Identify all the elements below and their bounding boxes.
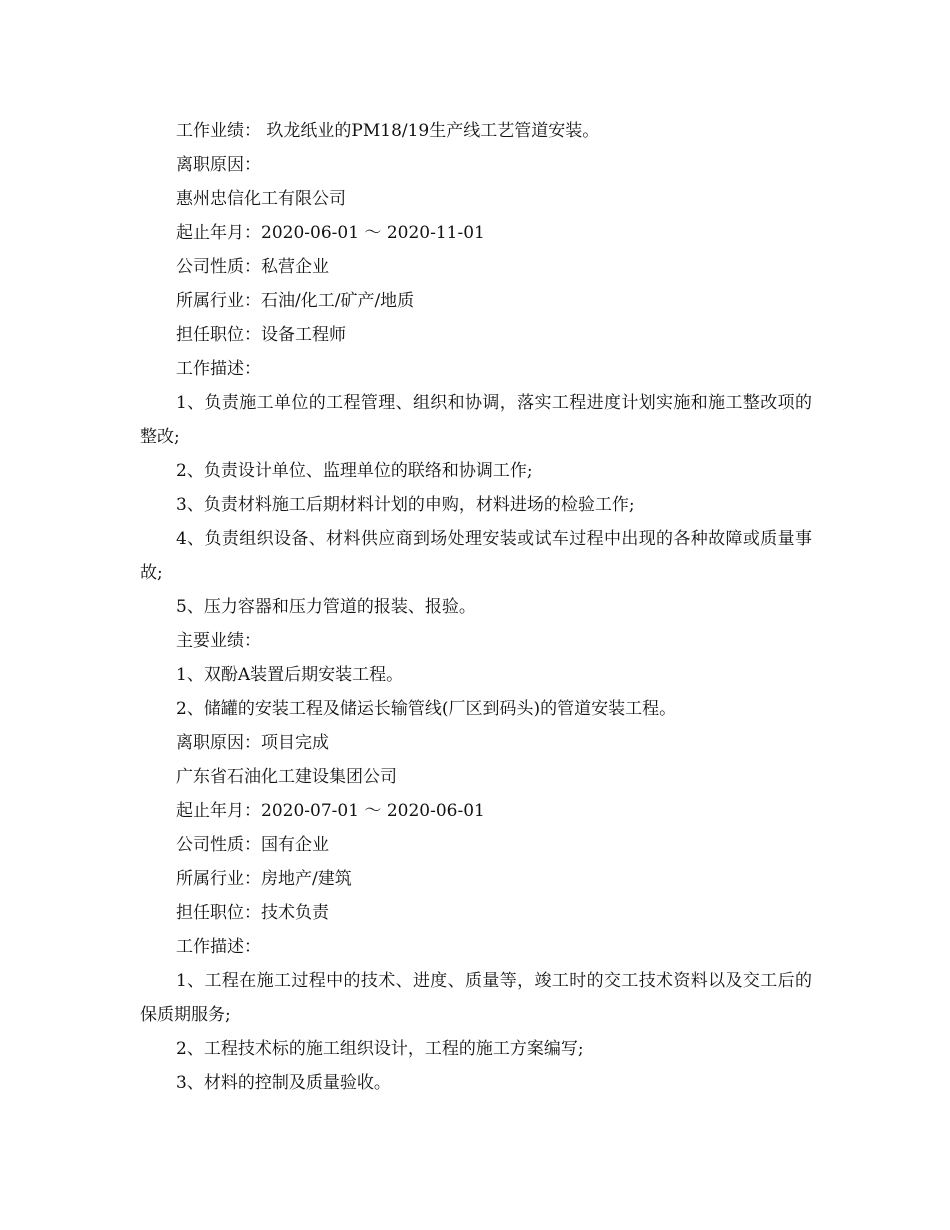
resume-body bbox=[140, 114, 812, 1100]
company-type-line-2: 公司性质：国有企业 bbox=[176, 835, 329, 855]
industry-line: 所属行业：石油/化工/矿产/地质 bbox=[176, 291, 415, 311]
position-line: 担任职位：设备工程师 bbox=[176, 325, 346, 345]
main-achievement-label: 主要业绩： bbox=[176, 631, 261, 651]
duty-item-2: 2、负责设计单位、监理单位的联络和协调工作; bbox=[176, 461, 533, 481]
duty-item-5: 5、压力容器和压力管道的报装、报验。 bbox=[176, 597, 476, 617]
leave-reason-line: 离职原因：项目完成 bbox=[176, 733, 329, 753]
position-line-2: 担任职位：技术负责 bbox=[176, 903, 329, 923]
duty-item-4: 4、负责组织设备、材料供应商到场处理安装或试车过程中出现的各种故障或质量事故; bbox=[140, 529, 812, 583]
period-line: 起止年月：2020-06-01 ～ 2020-11-01 bbox=[176, 223, 485, 243]
task-item-3: 3、材料的控制及质量验收。 bbox=[176, 1073, 391, 1093]
industry-line-2: 所属行业：房地产/建筑 bbox=[176, 869, 352, 889]
task-item-1: 1、工程在施工过程中的技术、进度、质量等，竣工时的交工技术资料以及交工后的保质期服务; bbox=[140, 971, 812, 1025]
duty-item-3: 3、负责材料施工后期材料计划的申购，材料进场的检验工作; bbox=[176, 495, 635, 515]
duty-item-1: 1、负责施工单位的工程管理、组织和协调，落实工程进度计划实施和施工整改项的整改; bbox=[140, 393, 812, 447]
company-type-line: 公司性质：私营企业 bbox=[176, 257, 329, 277]
task-item-2: 2、工程技术标的施工组织设计，工程的施工方案编写; bbox=[176, 1039, 584, 1059]
work-achievement-line: 工作业绩： 玖龙纸业的PM18/19生产线工艺管道安装。 bbox=[176, 121, 600, 141]
leave-reason-label: 离职原因： bbox=[176, 155, 261, 175]
job-description-label-2: 工作描述： bbox=[176, 937, 261, 957]
job-description-label: 工作描述： bbox=[176, 359, 261, 379]
achievement-item-2: 2、储罐的安装工程及储运长输管线(厂区到码头)的管道安装工程。 bbox=[176, 699, 677, 719]
company-name-guangdong: 广东省石油化工建设集团公司 bbox=[176, 767, 397, 787]
period-line-2: 起止年月：2020-07-01 ～ 2020-06-01 bbox=[176, 801, 485, 821]
company-name-huizhou: 惠州忠信化工有限公司 bbox=[176, 189, 346, 209]
achievement-item-1: 1、双酚A装置后期安装工程。 bbox=[176, 665, 404, 685]
